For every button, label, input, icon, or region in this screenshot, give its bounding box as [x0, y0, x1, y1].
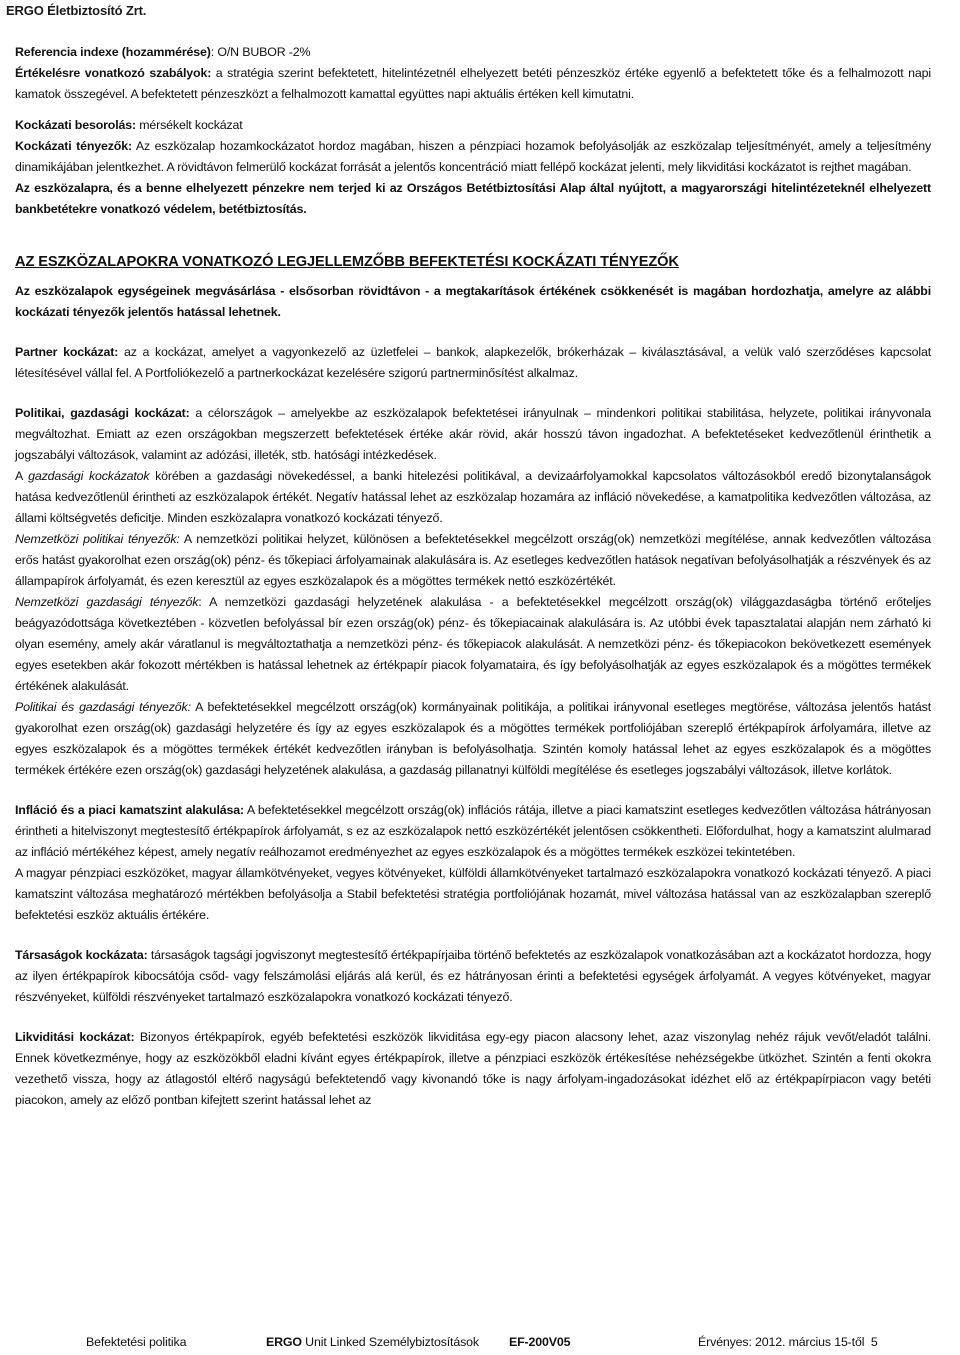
reference-index-value: : O/N BUBOR -2% [210, 45, 311, 59]
footer-product-name: Unit Linked Személybiztosítások [301, 1335, 479, 1349]
political-economic-factors-text: A befektetésekkel megcélzott ország(ok) kormányainak politikája, a politikai irányvonal esetleges megtörése, változása jelentős hatást gyakorolhat ezen ország(ok) gazdasági helyzetére és így az egyes eszközalapok és a mögöttes termékek portfoliójában szereplő értékpapírok árfolyamára, illetve az egyes eszközalapok és a mögöttes termékek értékét kedvezőtlen irányban is befolyásolhatja. Szintén komoly hatással lehet az egyes eszközalapok és a mögöttes termékek értékére ezen ország(ok) gazdasági helyzetének alakulása, a gazdaság pillanatnyi külföldi megítélése és esetleges jogszabályi változások, illetve korlátok. [15, 700, 931, 777]
inflation-risk-label: Infláció és a piaci kamatszint alakulása: [15, 803, 244, 817]
partner-risk-text: az a kockázat, amelyet a vagyonkezelő az üzletfelei – bankok, alapkezelők, brókerházak – kiválasztásával, a velük való szerződéses kapcsolat létesítésével vállal fel. A Portfoliókezelő a partnerkockázat kezelésére szigorú partnerminősítést alkalmaz. [15, 345, 931, 380]
valuation-rules-text: a stratégia szerint befektetett, hitelintézetnél elhelyezett betéti pénzeszköz értéke egyenlő a befektetett tőke és a felhalmozott napi kamatok összegével. A befektetett pénzeszközt a felhalmozott kamattal együttes napi aktuális értéken kell kimutatni. [15, 66, 931, 101]
economic-risks-prefix: A [15, 469, 29, 483]
footer-page-number: 5 [870, 1335, 878, 1349]
political-economic-factors [15, 697, 931, 781]
partner-risk [15, 342, 931, 384]
liquidity-risk [15, 1027, 931, 1111]
company-name: ERGO Életbiztosító Zrt. [6, 3, 147, 18]
valuation-rules [15, 63, 931, 105]
deposit-protection-note: Az eszközalapra, és a benne elhelyezett pénzekre nem terjed ki az Országos Betétbiztosítási Alap által nyújtott, a magyarországi hitelintézeteknél elhelyezett bankbetétekre vonatkozó védelem, betétbiztosítás. [15, 181, 931, 216]
liquidity-risk-text: Bizonyos értékpapírok, egyéb befektetési eszközök likviditása egy-egy piacon alacsony lehet, azaz viszonylag nehéz rájuk vevőt/eladót találni. Ennek következménye, hogy az eszközökből eladni kívánt egyes értékpapírok, illetve a pénzpiaci eszközök értékesítése nehézségekbe ütközhet. Szintén a fenti okokra vezethető vissza, hogy az átlagostól eltérő nagyságú befektetendő vagy kivonandó tőke is nagy árfolyam-ingadozásokat idézhet elő az értékpapírpiacon vagy betéti piacokon, amely az előző pontban kifejtett szerint hatással lehet az [15, 1030, 931, 1107]
partner-risk-label: Partner kockázat: [15, 345, 119, 359]
inflation-risk-scope: A magyar pénzpiaci eszközöket, magyar államkötvényeket, vegyes kötvényeket, külföldi államkötvényeket tartalmazó eszközalapokra vonatkozó kockázati tényező. A piaci kamatszint változása meghatározó mértékben befolyásolja a Stabil befektetési stratégia portfoliójának hozamát, mivel változása hatással van az eszközalapban szereplő befektetési eszköz aktuális értékére. [15, 866, 931, 922]
intl-economic-factors [15, 592, 931, 697]
section-lead: Az eszközalapok egységeinek megvásárlása - elsősorban rövidtávon - a megtakarítások értékének csökkenését is magában hordozhatja, amelyre az alábbi kockázati tényezők jelentős hatással lehetnek. [15, 284, 931, 319]
intl-economic-factors-text: : A nemzetközi gazdasági helyzetének alakulása - a befektetésekkel megcélzott ország(ok) világgazdaságba történő erőteljes beágyazódottsága következtében - közvetlen befolyással bír ezen ország(ok) pénz- és tőkepiacainak alakulására is. Az utóbbi évek tapasztalatai alapján nem zárható ki olyan esemény, amely akár váratlanul is megváltoztathatja a nemzetközi pénz- és tőkepiacok alakulását. A nemzetközi pénz- és tőkepiacokon bekövetkezett események egyes esetekben akár fokozott mértékben is hatással lehetnek az értékpapír piacok folyamataira, és így befolyásolhatják az egyes eszközalapok és a mögöttes termékek értékének alakulását. [15, 595, 931, 693]
footer-product [266, 1333, 479, 1351]
intl-political-factors-text: A nemzetközi politikai helyzet, különösen a befektetésekkel megcélzott ország(ok) nemzetközi megítélése, annak kedvezőtlen változása erős hatást gyakorolhat ezen ország(ok) pénz- és tőkepiaci árfolyamainak alakulására is. Az esetleges kedvezőtlen hatások negatívan befolyásolhatják a részvények és az állampapírok árfolyamát, és ezen keresztül az egyes eszközalapok és a mögöttes termékek nettó eszközértékét. [15, 532, 931, 588]
economic-risks-label: gazdasági kockázatok [28, 469, 150, 483]
risk-classification-label: Kockázati besorolás: [15, 118, 136, 132]
political-economic-risk-label: Politikai, gazdasági kockázat: [15, 406, 190, 420]
economic-risks-text: körében a gazdasági növekedéssel, a banki hitelezési politikával, a devizaárfolyamokkal kapcsolatos változásokból eredő bizonytalanságok hatása kedvezőtlenül érintheti az eszközalapok értékét. Negatív hatással lehet az eszközalap hozamára az infláció növekedése, a kamatpolitika kedvezőtlen változása, az állami költségvetés deficitje. Minden eszközalapra vonatkozó kockázati tényező. [15, 469, 931, 525]
inflation-risk [15, 800, 931, 863]
company-risk-label: Társaságok kockázata: [15, 948, 148, 962]
footer-valid-date: Érvényes: 2012. március 15-től [698, 1335, 865, 1349]
political-economic-risk-text: a célországok – amelyekbe az eszközalapok befektetései irányulnak – mindenkori politikai stabilitása, helyzete, politikai irányvonala megváltozhat. Emiatt az ezen országokban megszerzett befektetések értéke akár rövid, akár hosszú távon ingadozhat. A befektetéseket kedvezőtlenül érinthetik a jogszabályi változások, valamint az adózási, illeték, stb. hatósági intézkedések. [15, 406, 931, 462]
risk-classification-value: mérsékelt kockázat [135, 118, 243, 132]
political-economic-factors-label: Politikai és gazdasági tényezők: [15, 700, 191, 714]
political-economic-risk [15, 403, 931, 466]
risk-factors-label: Kockázati tényezők: [15, 139, 132, 153]
company-risk-text: társaságok tagsági jogviszonyt megtestesítő értékpapírjaiba történő befektetés az eszközalapok vonatkozásában azt a kockázatot hordozza, hogy az ilyen értékpapírok kibocsátója csőd- vagy felszámolási eljárás alá kerül, és ez hátrányosan érinti a befektetési egységek árfolyamát. A vegyes kötvényeket, magyar részvényeket, külföldi részvényeket tartalmazó eszközalapokra vonatkozó kockázati tényező. [15, 948, 931, 1004]
reference-index-label: Referencia indexe (hozammérése) [15, 45, 211, 59]
footer-code: EF-200V05 [509, 1335, 571, 1349]
intl-political-factors-label: Nemzetközi politikai tényezők: [15, 532, 180, 546]
risk-classification [15, 115, 931, 136]
document-body [15, 42, 931, 1111]
risk-factors-text: Az eszközalap hozamkockázatot hordoz magában, hiszen a pénzpiaci hozamok befolyásolják az eszközalap teljesítményét, amely a teljesítmény dinamikájában jelentkezhet. A rövidtávon felmerülő kockázat forrását a jelentős koncentráció miatt fellépő kockázat jelenti, mely likviditási kockázatot is rejthet magában. [15, 139, 931, 174]
reference-index [15, 42, 931, 63]
intl-political-factors [15, 529, 931, 592]
company-risk [15, 945, 931, 1008]
intl-economic-factors-label: Nemzetközi gazdasági tényezők [15, 595, 199, 609]
footer-validity [698, 1333, 878, 1351]
risk-factors [15, 136, 931, 178]
footer-document-type: Befektetési politika [86, 1335, 187, 1349]
economic-risks [15, 466, 931, 529]
footer-brand: ERGO [266, 1335, 302, 1349]
liquidity-risk-label: Likviditási kockázat: [15, 1030, 135, 1044]
inflation-risk-text: A befektetésekkel megcélzott ország(ok) inflációs rátája, illetve a piaci kamatszint esetleges kedvezőtlen változása hátrányosan érintheti a hitelviszonyt megtestesítő értékpapírok árfolyamát, s ez az eszközalapok nettó eszközértékét jelentősen csökkentheti. Előfordulhat, hogy a kamatszint alulmarad az infláció mértékéhez képest, amely negatív reálhozamot eredményezhet az egyes eszközalapok és a mögöttes termékek eszközei tekintetében. [15, 803, 931, 859]
section-title: AZ ESZKÖZALAPOKRA VONATKOZÓ LEGJELLEMZŐBB BEFEKTETÉSI KOCKÁZATI TÉNYEZŐK [15, 254, 679, 270]
valuation-rules-label: Értékelésre vonatkozó szabályok: [15, 66, 212, 80]
